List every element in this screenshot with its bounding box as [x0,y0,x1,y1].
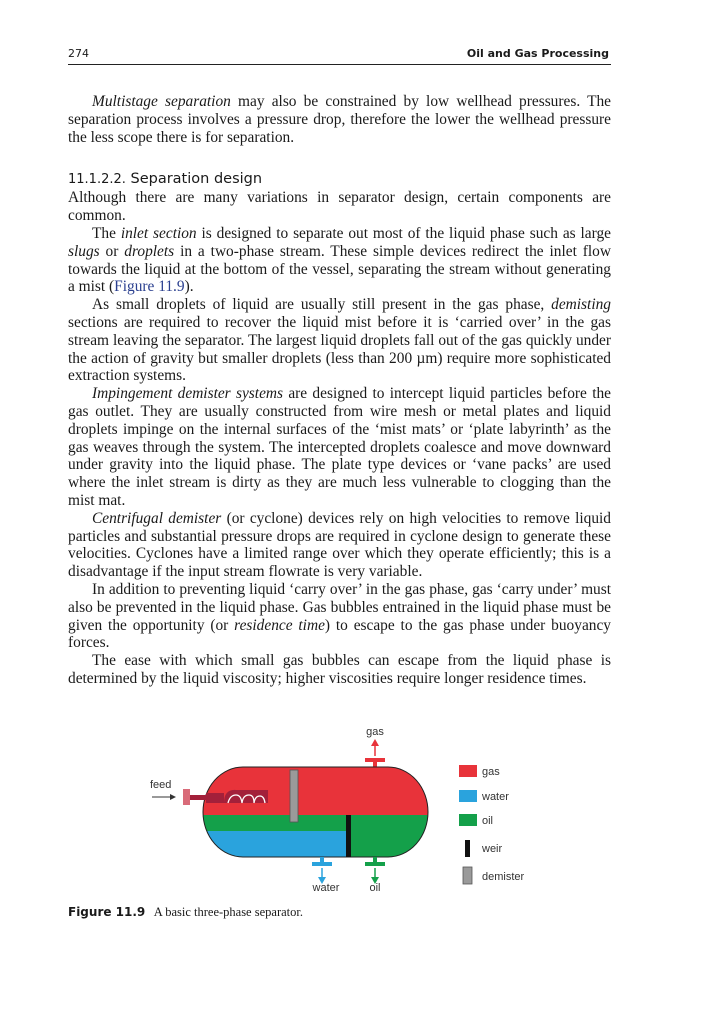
figure-caption-label: Figure 11.9 [68,905,146,919]
figure-reference-link[interactable]: Figure 11.9 [114,278,185,296]
main-text [68,93,611,688]
section-title: Separation design [130,171,263,188]
legend-swatch-water [459,790,477,802]
water-zone [203,831,350,857]
legend-label-gas: gas [482,766,500,778]
section-heading [68,170,611,189]
oil-outlet-label: oil [369,882,381,894]
paragraph-6: In addition to preventing liquid ‘carry over’ in the gas phase, gas ‘carry under’ must also be prevented in the liquid phase. Gas bubbles entrained in the liquid phase must be given the opportunity (or residence time) to escape to the gas phase under buoyancy forces. [68,580,611,652]
legend-swatch-gas [459,765,477,777]
paragraph-7: The ease with which small gas bubbles can escape from the liquid phase is determined by the liquid viscosity; higher viscosities require longer residence times. [68,652,611,687]
weir [346,815,351,857]
legend-swatch-demister [463,867,472,884]
feed-arrow-head [170,794,176,800]
legend-swatch-weir [465,840,470,857]
gas-outlet-flange [365,758,385,762]
oil-outlet-flange [365,862,385,866]
paragraph-5: Centrifugal demister (or cyclone) devices rely on high velocities to remove liquid particles and substantial pressure drops are required in cyclone design to generate these velocities. Cyclones have a limited range over which they operate efficiently; this is a disadvantage if the input stream flowrate is very variable. [68,509,612,581]
paragraph-4: Impingement demister systems are designed to intercept liquid particles before the gas outlet. They are usually constructed from wire mesh or metal plates and liquid droplets impinge on the internal surfaces of the ‘mist mats’ or ‘plate labyrinth’ as the gas weaves through the system. The intercepted droplets coalesce and move downward under gravity into the liquid phase. The plate type devices or ‘vane packs’ are used where the inlet stream is dirty as they are much less vulnerable to clogging than the mist mat. [68,385,611,509]
legend-label-water: water [482,791,509,803]
running-header [68,44,611,65]
separator-diagram [140,722,560,897]
inlet-flange [183,789,190,805]
legend-swatch-oil [459,814,477,826]
paragraph-3: As small droplets of liquid are usually still present in the gas phase, demisting sections are required to recover the liquid mist before it is ‘carried over’ in the gas stream leaving the separator. The largest liquid droplets fall out of the gas quickly under the action of gravity but smaller droplets (less than 200 µm) require more sophisticated extraction systems. [68,296,611,385]
legend-label-weir: weir [482,843,503,855]
feed-label: feed [150,779,172,791]
page-number: 274 [68,47,89,60]
paragraph-2: The inlet section is designed to separate out most of the liquid phase such as large slugs or droplets in a two-phase stream. These simple devices redirect the inlet flow towards the liquid at the bottom of the vessel, separating the stream without generating a mist (Figure 11.9). [68,224,612,296]
legend-label-oil: oil [482,815,494,827]
paragraph-1: Although there are many variations in separator design, certain components are common. [68,189,611,225]
legend-label-demister: demister [482,871,525,883]
inlet-pipe [190,795,208,800]
inlet-diverter [206,793,224,803]
intro-paragraph: Multistage separation may also be constrained by low wellhead pressures. The separation process involves a pressure drop, therefore the lower the wellhead pressure the less scope there is for separation. [68,93,611,146]
water-outlet-label: water [312,882,340,894]
book-title: Oil and Gas Processing [466,47,609,60]
vessel-body [203,767,428,857]
figure-caption-text: A basic three-phase separator. [153,905,303,919]
section-number: 11.1.2.2. [68,172,126,188]
gas-arrow-head [371,739,379,746]
gas-outlet-label: gas [366,726,384,738]
water-outlet-flange [312,862,332,866]
figure-caption [68,905,303,920]
separator-figure [140,722,560,897]
legend [459,765,525,884]
demister [290,770,298,822]
